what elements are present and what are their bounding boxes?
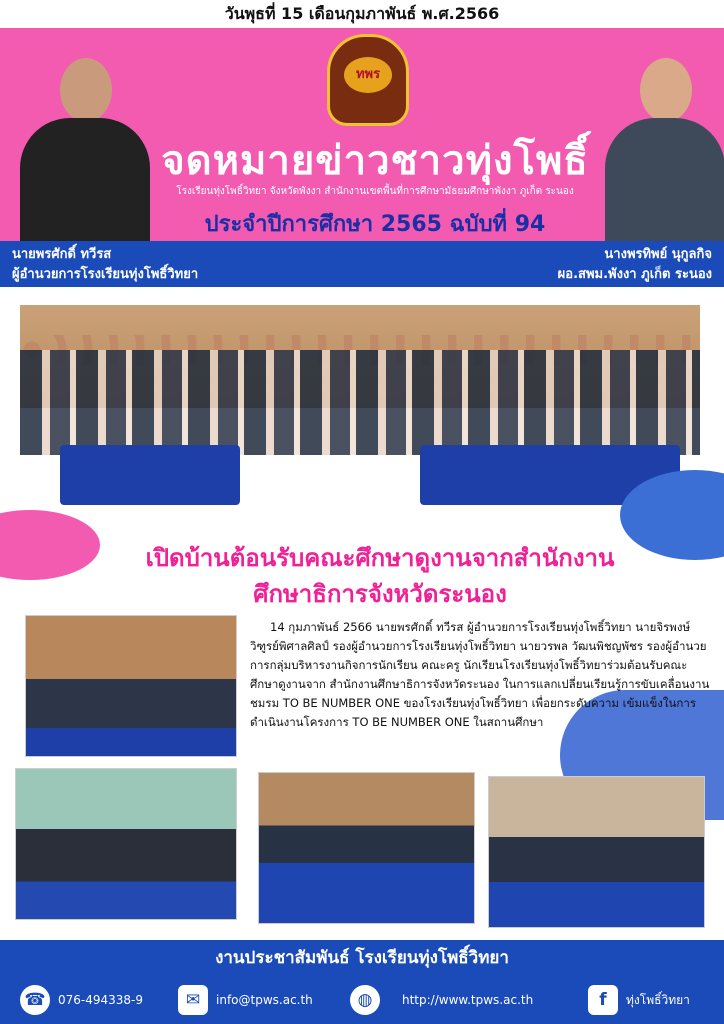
school-emblem-logo xyxy=(327,34,409,126)
contact-bar xyxy=(10,982,714,1018)
newsletter-subtitle: โรงเรียนทุ่งโพธิ์วิทยา จังหวัดพังงา สำนักงานเขตพื้นที่การศึกษามัธยมศึกษาพังงา ภูเก็ต ระนอง xyxy=(176,186,574,197)
headline-line-1: เปิดบ้านต้อนรับคณะศึกษาดูงานจากสำนักงาน xyxy=(145,544,615,572)
article-headline xyxy=(120,540,640,612)
phone-text: 076-494338-9 xyxy=(58,993,144,1007)
footer xyxy=(0,940,724,1024)
mail-icon: ✉ xyxy=(178,985,208,1015)
website-text: http://www.tpws.ac.th xyxy=(402,993,534,1007)
headline-line-2: ศึกษาธิการจังหวัดระนอง xyxy=(253,580,507,608)
issue-number: ประจำปีการศึกษา 2565 ฉบับที่ 94 xyxy=(204,212,546,237)
names-bar xyxy=(0,241,724,287)
decor-blob-pink xyxy=(0,510,100,580)
left-position: ผู้อำนวยการโรงเรียนทุ่งโพธิ์วิทยา xyxy=(12,267,199,282)
phone-icon: ☎ xyxy=(20,985,50,1015)
right-position: ผอ.สพม.พังงา ภูเก็ต ระนอง xyxy=(557,267,712,282)
area-director-portrait xyxy=(600,48,724,243)
masthead xyxy=(0,28,724,241)
facebook-icon: f xyxy=(588,985,618,1015)
contact-facebook[interactable] xyxy=(588,982,690,1018)
left-name: นายพรศักดิ์ ทวีรส xyxy=(12,247,112,262)
photo-students xyxy=(488,776,705,928)
article-paragraph: 14 กุมภาพันธ์ 2566 นายพรศักดิ์ ทวีรส ผู้อำนวยการโรงเรียนทุ่งโพธิ์วิทยา นายจิรพงษ์ วิฑูรย์พิศาลศิลป์ รองผู้อำนวยการโรงเรียนทุ่งโพธิ์วิทยา นายวรพล วัฒนพิชญพัชร รองผู้อำนวยการกลุ่มบริหารงานกิจการนักเรียน คณะครู นักเรียนโรงเรียนทุ่งโพธิ์วิทยาร่วมต้อนรับคณะศึกษาดูงานจาก สำนักงานศึกษาธิการจังหวัดระนอง ในการแลกเปลี่ยนเรียนรู้การขับเคลื่อนงาน ชมรม TO BE NUMBER ONE ของโรงเรียนทุ่งโพธิ์วิทยา เพื่อยกระดับความ เข้มแข็งในการดำเนินงานโครงการ TO BE NUMBER ONE ในสถานศึกษา xyxy=(250,620,710,729)
newsletter-title: จดหมายข่าวชาวทุ่งโพธิ์ xyxy=(161,138,589,184)
emblem-text: ทพร xyxy=(344,57,392,93)
contact-email[interactable] xyxy=(178,982,313,1018)
photo-panel xyxy=(15,768,237,920)
contact-phone[interactable] xyxy=(20,982,143,1018)
email-text: info@tpws.ac.th xyxy=(216,993,313,1007)
facebook-text: ทุ่งโพธิ์วิทยา xyxy=(626,992,690,1007)
photo-meeting-room xyxy=(258,772,475,924)
photo-award xyxy=(25,615,237,757)
director-portrait xyxy=(10,48,160,243)
group-photo xyxy=(20,305,700,520)
contact-website[interactable] xyxy=(350,982,533,1018)
right-name: นางพรทิพย์ นุกูลกิจ xyxy=(604,247,712,262)
footer-title: งานประชาสัมพันธ์ โรงเรียนทุ่งโพธิ์วิทยา xyxy=(215,948,509,968)
date-line: วันพุธที่ 15 เดือนกุมภาพันธ์ พ.ศ.2566 xyxy=(0,0,724,28)
article-body xyxy=(250,618,710,732)
globe-icon: ◍ xyxy=(350,985,380,1015)
